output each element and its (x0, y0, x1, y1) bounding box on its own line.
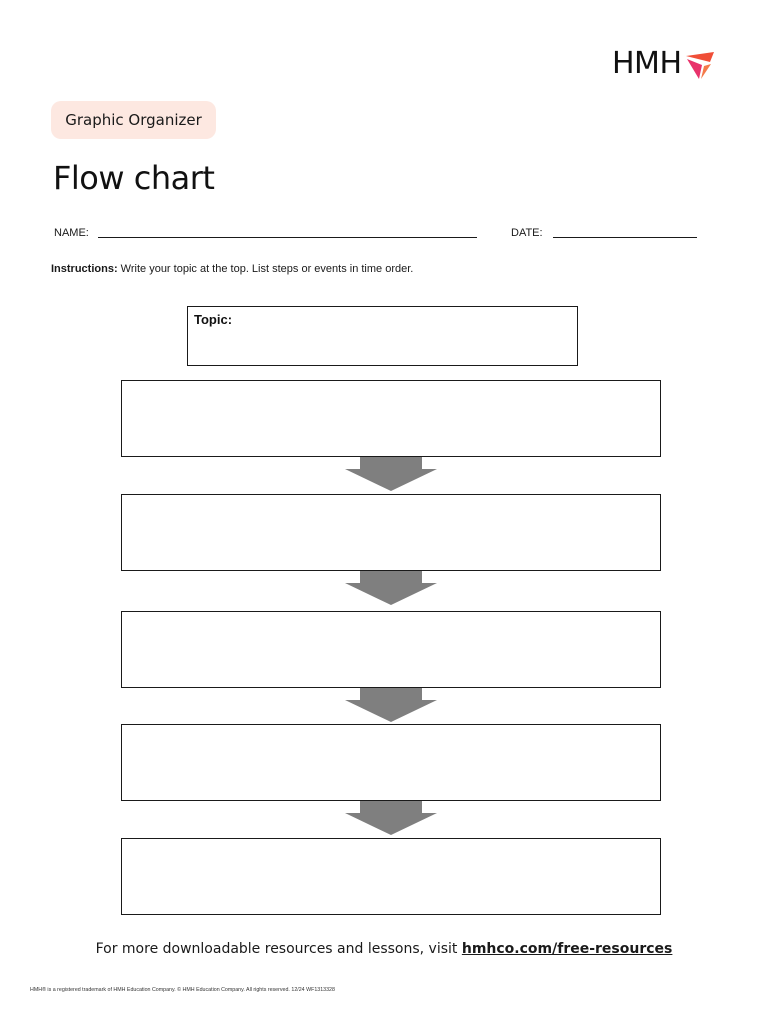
step-box-1[interactable] (121, 380, 661, 457)
page-title: Flow chart (53, 159, 215, 197)
name-label: NAME: (54, 227, 89, 239)
instructions-label: Instructions: (51, 263, 118, 275)
topic-box[interactable] (187, 306, 578, 366)
graphic-organizer-badge: Graphic Organizer (51, 101, 216, 139)
footer-link[interactable]: hmhco.com/free-resources (461, 941, 673, 957)
instructions-text: Write your topic at the top. List steps or events in time order. (117, 263, 414, 275)
step-box-3[interactable] (121, 611, 661, 688)
down-arrow-icon (345, 457, 437, 491)
hmh-logo (612, 46, 717, 82)
name-field-line[interactable] (98, 237, 477, 238)
hmh-logo-icon (683, 46, 717, 82)
footer-resources (0, 941, 768, 957)
date-field-line[interactable] (553, 237, 697, 238)
topic-label: Topic: (194, 312, 233, 327)
step-box-2[interactable] (121, 494, 661, 571)
down-arrow-icon (345, 688, 437, 722)
down-arrow-icon (345, 801, 437, 835)
down-arrow-icon (345, 571, 437, 605)
step-box-5[interactable] (121, 838, 661, 915)
date-label: DATE: (511, 227, 543, 239)
legal-notice: HMH® is a registered trademark of HMH Education Company. © HMH Education Company. All rights reserved. 12/24 WF1313328 (30, 987, 335, 993)
instructions (51, 262, 413, 276)
logo-text: HMH (612, 46, 682, 81)
step-box-4[interactable] (121, 724, 661, 801)
footer-text: For more downloadable resources and lessons, visit (95, 941, 462, 957)
